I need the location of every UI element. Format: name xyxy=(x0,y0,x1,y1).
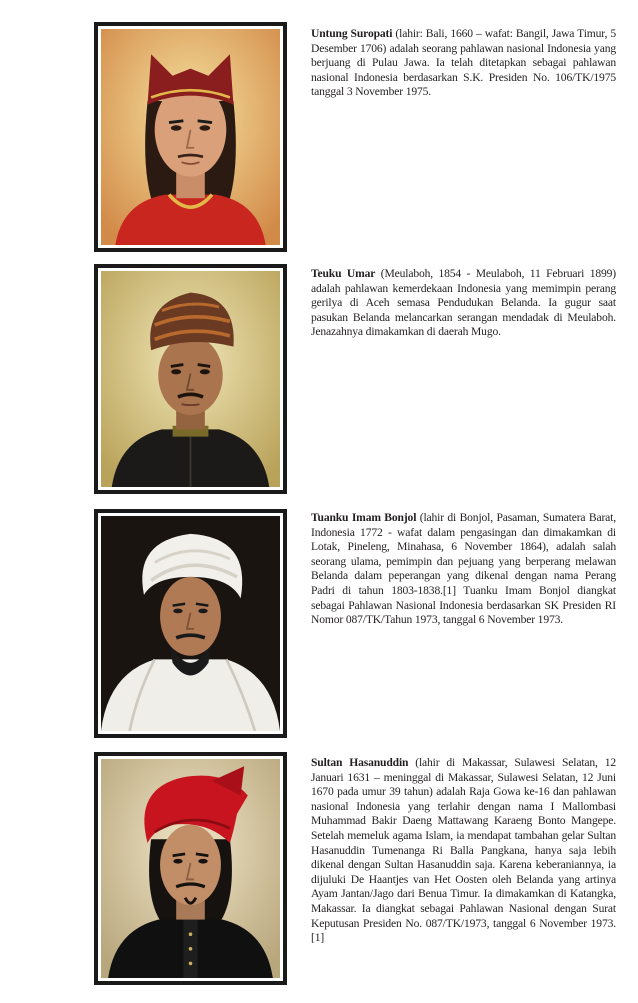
portrait-frame xyxy=(94,264,287,494)
portrait-frame xyxy=(94,752,287,985)
hero-name: Sultan Hasanuddin xyxy=(311,756,409,769)
portrait-tuanku-imam-bonjol-icon xyxy=(101,516,280,731)
portrait-frame xyxy=(94,509,287,738)
hero-bio xyxy=(311,511,616,628)
hero-description: (lahir di Bonjol, Pasaman, Sumatera Barat, Indonesia 1772 - wafat dalam pengasingan dan dimakamkan di Lotak, Pineleng, Minahasa, 6 November 1864), adalah salah seorang ulama, pemimpin dan pejuang yang berperang melawan Belanda dalam peperangan yang dikenal dengan nama Perang Padri di tahun 1803-1838.[1] Tuanku Imam Bonjol diangkat sebagai Pahlawan Nasional Indonesia berdasarkan SK Presiden RI Nomor 087/TK/Tahun 1973, tanggal 6 November 1973. xyxy=(311,511,616,627)
hero-description: (Meulaboh, 1854 - Meulaboh, 11 Februari 1899) adalah pahlawan kemerdekaan Indonesia yang memimpin perang gerilya di Aceh semasa Pendudukan Belanda. Ia gugur saat pasukan Belanda melancarkan serangan mendadak di Meulaboh. Jenazahnya dimakamkan di daerah Mugo. xyxy=(311,267,616,339)
hero-bio xyxy=(311,267,616,340)
portrait-teuku-umar-icon xyxy=(101,271,280,487)
hero-description: (lahir di Makassar, Sulawesi Selatan, 12 Januari 1631 – meninggal di Makassar, Sulawesi Selatan, 12 Juni 1670 pada umur 39 tahun) adalah Raja Gowa ke-16 dan pahlawan nasional Indonesia yang terlahir dengan nama I Mallombasi Muhammad Bakir Daeng Mattawang Karaeng Bonto Mangepe. Setelah memeluk agama Islam, ia mendapat tambahan gelar Sultan Hasanuddin Tumenanga Ri Balla Pangkana, hanya saja lebih dikenal dengan Sultan Hasanuddin saja. Karena keberaniannya, ia dijuluki De Haantjes van Het Oosten oleh Belanda yang artinya Ayam Jantan/Jago dari Benua Timur. Ia dimakamkan di Katangka, Makassar. Ia diangkat sebagai Pahlawan Nasional dengan Surat Keputusan Presiden No. 087/TK/1973, tanggal 6 November 1973.[1] xyxy=(311,756,616,945)
hero-name: Untung Suropati xyxy=(311,27,393,40)
hero-name: Tuanku Imam Bonjol xyxy=(311,511,417,524)
hero-bio xyxy=(311,756,616,946)
hero-name: Teuku Umar xyxy=(311,267,376,280)
portrait-untung-suropati-icon xyxy=(101,29,280,245)
hero-description: (lahir: Bali, 1660 – wafat: Bangil, Jawa Timur, 5 Desember 1706) adalah seorang pahlawan nasional Indonesia yang berjuang di Pulau Jawa. Ia telah ditetapkan sebagai pahlawan nasional Indonesia berdasarkan S.K. Presiden No. 106/TK/1975 tanggal 3 November 1975. xyxy=(311,27,617,99)
portrait-sultan-hasanuddin-icon xyxy=(101,759,280,978)
hero-bio xyxy=(311,27,616,100)
portrait-frame xyxy=(94,22,287,252)
